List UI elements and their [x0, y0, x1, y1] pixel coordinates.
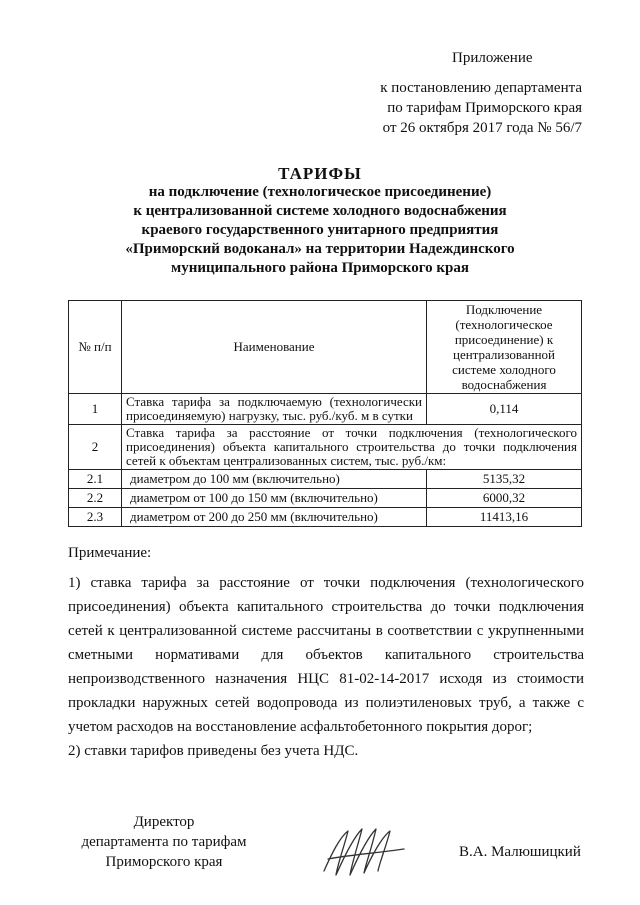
header-num: № п/п	[69, 301, 122, 394]
row-name: диаметром от 200 до 250 мм (включительно)	[122, 508, 427, 527]
table-row	[69, 470, 582, 489]
note-item: 2) ставки тарифов приведены без учета НДС.	[68, 743, 359, 759]
handwritten-signature	[318, 823, 410, 881]
tariffs-table	[68, 300, 582, 527]
decree-line: по тарифам Приморского края	[387, 100, 582, 116]
notes-heading: Примечание:	[68, 545, 152, 561]
table-row	[69, 394, 582, 425]
row-value: 11413,16	[427, 508, 582, 527]
decree-line: от 26 октября 2017 года № 56/7	[382, 120, 582, 136]
row-name: Ставка тарифа за расстояние от точки подключения (технологического присоединения) объекта капитального строительства до точки подключения сетей к объектам централизованных систем, тыс. руб./км:	[122, 425, 582, 470]
row-value: 0,114	[427, 394, 582, 425]
title-line: к централизованной системе холодного водоснабжения	[133, 203, 507, 219]
signatory-position	[66, 812, 262, 872]
title-main: ТАРИФЫ	[278, 164, 362, 183]
decree-reference	[380, 78, 582, 138]
title-line: муниципального района Приморского края	[170, 260, 470, 276]
row-num: 1	[69, 394, 122, 425]
table-row	[69, 508, 582, 527]
header-value: Подключение (технологическое присоединение) к централизованной системе холодного водоснабжения	[427, 301, 582, 394]
row-num: 2.1	[69, 470, 122, 489]
position-line: Директор	[133, 814, 195, 830]
table-header-row	[69, 301, 582, 394]
row-num: 2.3	[69, 508, 122, 527]
row-name: диаметром до 100 мм (включительно)	[122, 470, 427, 489]
row-value: 6000,32	[427, 489, 582, 508]
table-row	[69, 489, 582, 508]
row-num: 2.2	[69, 489, 122, 508]
row-num: 2	[69, 425, 122, 470]
row-name: Ставка тарифа за подключаемую (технологически присоединяемую) нагрузку, тыс. руб./куб. м в сутки	[122, 394, 427, 425]
title-line: «Приморский водоканал» на территории Надеждинского	[125, 241, 515, 257]
row-value: 5135,32	[427, 470, 582, 489]
appendix-label: Приложение	[452, 50, 533, 66]
row-name: диаметром от 100 до 150 мм (включительно)	[122, 489, 427, 508]
table-row	[69, 425, 582, 470]
position-line: департамента по тарифам	[81, 834, 247, 850]
signatory-name: В.А. Малюшицкий	[459, 844, 581, 860]
title-line: краевого государственного унитарного предприятия	[141, 222, 499, 238]
title-line: на подключение (технологическое присоединение)	[148, 184, 492, 200]
header-name: Наименование	[122, 301, 427, 394]
document-title	[60, 164, 580, 278]
position-line: Приморского края	[105, 854, 223, 870]
notes-section	[68, 541, 584, 763]
note-item: 1) ставка тарифа за расстояние от точки подключения (технологического присоединения) объекта капитального строительства до точки подключения сетей к централизованной системе рассчитаны в соответствии с укрупненными сметными нормативами для объектов капитального строительства непроизводственного назначения НЦС 81-02-14-2017 исходя из стоимости прокладки наружных сетей водопровода из полиэтиленовых труб, а также с учетом расходов на восстановление асфальтобетонного покрытия дорог;	[68, 575, 584, 735]
decree-line: к постановлению департамента	[380, 80, 582, 96]
